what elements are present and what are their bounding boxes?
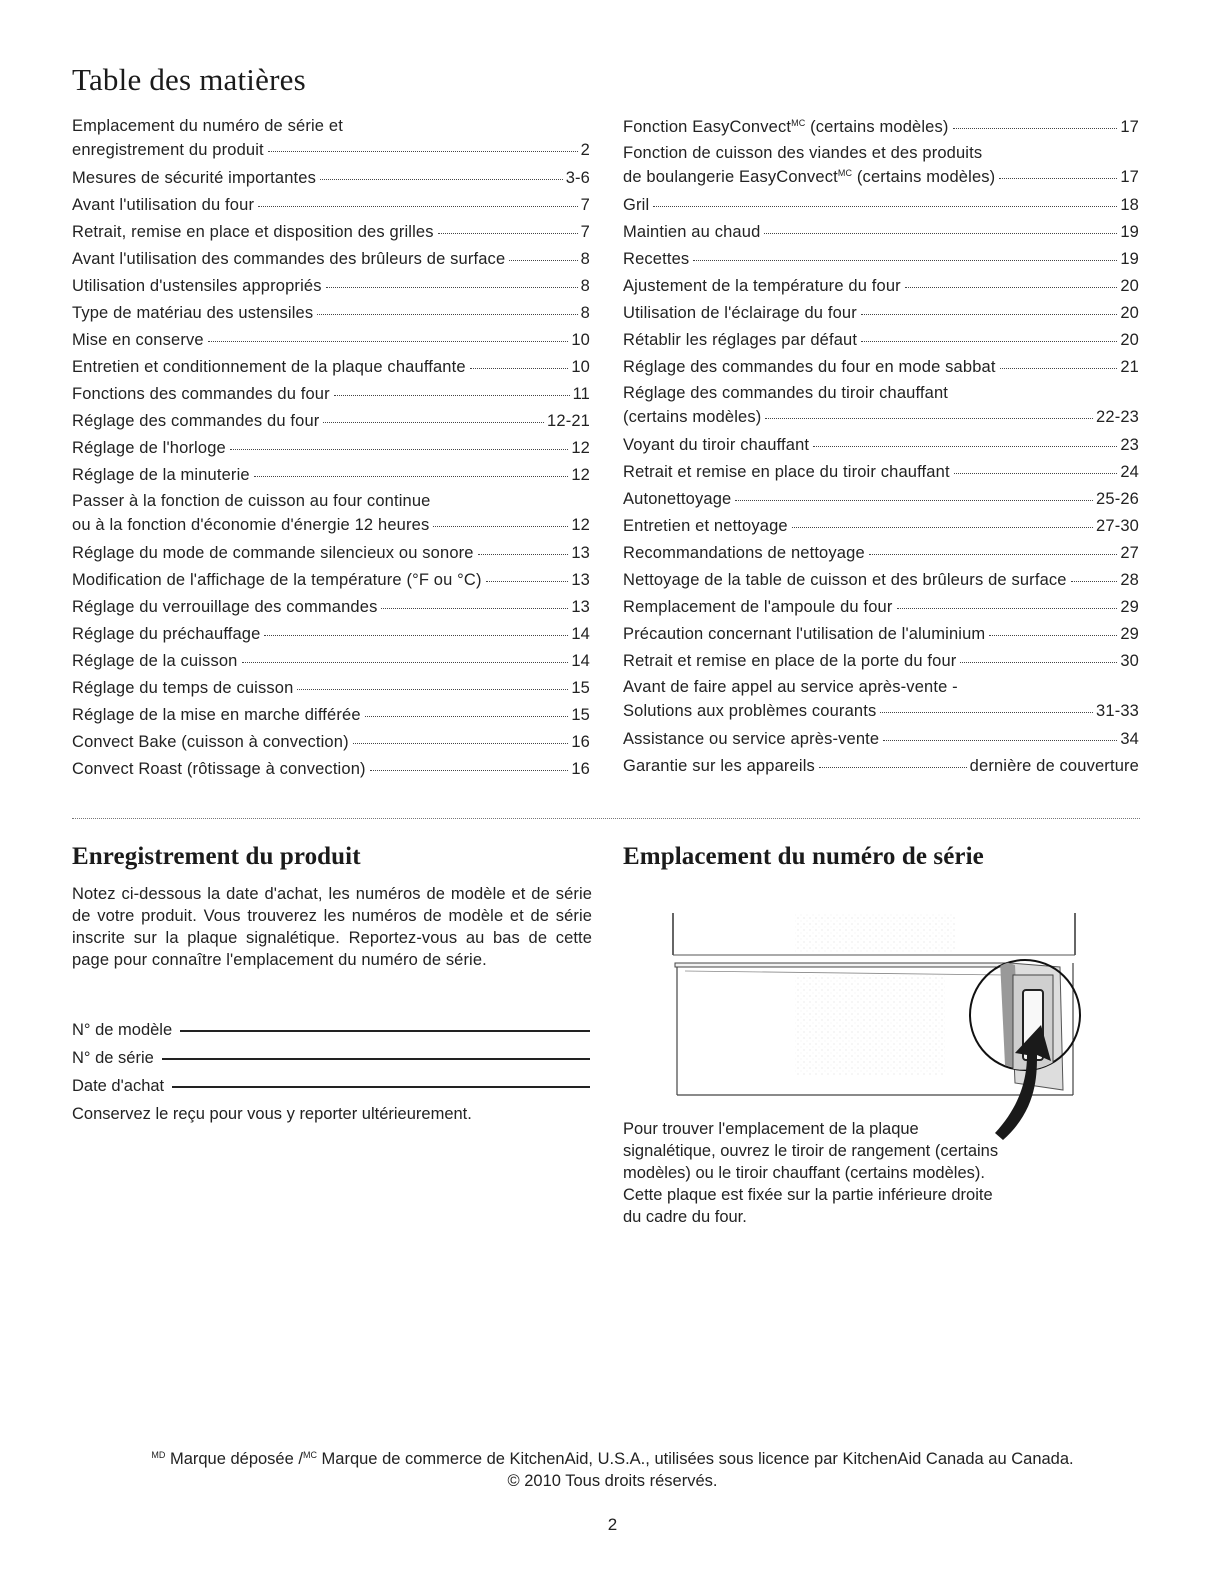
toc-entry-line <box>72 192 590 219</box>
toc-leader-dots <box>880 712 1093 713</box>
toc-leader-dots <box>653 206 1117 207</box>
toc-entry-line <box>623 246 1139 273</box>
toc-entry-text: Voyant du tiroir chauffant <box>623 436 810 454</box>
toc-entry-text: Gril <box>623 196 650 214</box>
toc-entry-text: Réglage de l'horloge <box>72 439 226 457</box>
toc-entry-page: 13 <box>571 544 590 562</box>
toc-entry-sup: MC <box>791 118 806 128</box>
toc-leader-dots <box>470 368 569 369</box>
toc-leader-dots <box>792 527 1093 528</box>
toc-entry-text: Assistance ou service après-vente <box>623 730 880 748</box>
toc-entry-page: 13 <box>571 598 590 616</box>
toc-entry-text: Fonctions des commandes du four <box>72 385 330 403</box>
toc-entry <box>623 567 1139 594</box>
toc-leader-dots <box>323 422 544 423</box>
toc-entry <box>623 141 1139 189</box>
toc-entry-text: Réglage de la cuisson <box>72 652 238 670</box>
toc-leader-dots <box>509 260 577 261</box>
toc-entry-text: (certains modèles) <box>623 408 762 426</box>
toc-entry <box>72 702 590 729</box>
toc-leader-dots <box>242 662 569 663</box>
toc-entry-page: 12 <box>571 439 590 457</box>
trademark-text-b: Marque de commerce de KitchenAid, U.S.A., utilisées sous licence par KitchenAid Canada au Canada. <box>316 1450 1074 1468</box>
toc-entry <box>623 432 1139 459</box>
toc-entry <box>623 486 1139 513</box>
toc-leader-dots <box>813 446 1117 447</box>
toc-leader-dots <box>264 635 568 636</box>
toc-leader-dots <box>905 287 1118 288</box>
toc-entry-text: Précaution concernant l'utilisation de l'aluminium <box>623 625 986 643</box>
toc-entry-line <box>623 594 1139 621</box>
toc-leader-dots <box>381 608 568 609</box>
toc-leader-dots <box>693 260 1117 261</box>
toc-entry-text: Réglage du verrouillage des commandes <box>72 598 378 616</box>
toc-title: Table des matières <box>72 62 306 97</box>
toc-entry-page: 24 <box>1120 463 1139 481</box>
toc-entry <box>623 594 1139 621</box>
toc-entry-page: 2 <box>580 141 590 159</box>
toc-entry <box>72 621 590 648</box>
toc-entry-page: 20 <box>1120 277 1139 295</box>
toc-entry <box>623 354 1139 381</box>
toc-entry-text: Avant l'utilisation des commandes des brûleurs de surface <box>72 250 506 268</box>
trademark-note <box>0 1448 1225 1492</box>
model-number-line <box>180 1030 590 1032</box>
toc-entry <box>623 459 1139 486</box>
toc-entry-line <box>623 192 1139 219</box>
toc-entry-line1: Passer à la fonction de cuisson au four continue <box>72 492 431 510</box>
toc-entry <box>72 273 590 300</box>
toc-entry-page: 15 <box>571 679 590 697</box>
toc-entry-line <box>72 138 590 162</box>
toc-entry <box>72 408 590 435</box>
toc-entry-page: 7 <box>580 223 590 241</box>
serial-number-label: N° de série <box>72 1049 154 1067</box>
toc-entry-page: 29 <box>1120 598 1139 616</box>
toc-entry-line1: Réglage des commandes du tiroir chauffant <box>623 384 949 402</box>
toc-entry-page: 10 <box>571 358 590 376</box>
toc-entry <box>623 675 1139 723</box>
toc-entry-text: Réglage de la mise en marche différée <box>72 706 361 724</box>
toc-entry <box>72 540 590 567</box>
toc-entry-line <box>72 513 590 537</box>
toc-entry-page: 8 <box>580 304 590 322</box>
toc-leader-dots <box>861 314 1117 315</box>
toc-entry-text: Retrait et remise en place de la porte du four <box>623 652 957 670</box>
toc-entry-text <box>623 165 995 189</box>
toc-entry-text: Utilisation de l'éclairage du four <box>623 304 857 322</box>
toc-entry-line <box>72 354 590 381</box>
toc-entry-page: 20 <box>1120 304 1139 322</box>
toc-entry <box>72 756 590 783</box>
toc-entry-line <box>623 648 1139 675</box>
toc-entry-line <box>72 675 590 702</box>
toc-entry-text-a: Fonction EasyConvect <box>623 118 792 136</box>
toc-entry <box>72 354 590 381</box>
serial-location-title: Emplacement du numéro de série <box>623 843 984 870</box>
toc-entry-page: 34 <box>1120 730 1139 748</box>
toc-entry-line <box>623 219 1139 246</box>
toc-leader-dots <box>486 581 569 582</box>
toc-entry <box>623 327 1139 354</box>
toc-right-column <box>623 114 1139 780</box>
toc-entry-text-a: de boulangerie EasyConvect <box>623 168 838 186</box>
toc-entry-line <box>623 699 1139 723</box>
section-divider <box>72 818 1140 819</box>
toc-leader-dots <box>960 662 1117 663</box>
toc-leader-dots <box>353 743 569 744</box>
toc-entry-text: Avant l'utilisation du four <box>72 196 255 214</box>
toc-leader-dots <box>433 526 568 527</box>
toc-entry-text: Nettoyage de la table de cuisson et des brûleurs de surface <box>623 571 1067 589</box>
toc-entry-line <box>72 327 590 354</box>
registration-body: Notez ci-dessous la date d'achat, les numéros de modèle et de série de votre produit. Vous trouverez les numéros de modèle et de série inscrite sur la plaque signalétique. Reportez-vous au bas de cette page pour connaître l'emplacement du numéro de série. <box>72 885 592 969</box>
toc-leader-dots <box>297 689 568 690</box>
toc-entry-text: Mise en conserve <box>72 331 204 349</box>
toc-entry <box>72 567 590 594</box>
toc-entry-page: 17 <box>1120 168 1139 186</box>
toc-entry-page: 19 <box>1120 250 1139 268</box>
toc-entry-line <box>623 300 1139 327</box>
toc-entry-page: 19 <box>1120 223 1139 241</box>
toc-leader-dots <box>954 473 1118 474</box>
toc-leader-dots <box>320 179 563 180</box>
toc-entry-text: Autonettoyage <box>623 490 732 508</box>
toc-entry-page: 21 <box>1120 358 1139 376</box>
serial-number-field <box>72 1049 590 1068</box>
toc-entry-line <box>623 753 1139 780</box>
toc-entry-page: 22-23 <box>1096 408 1139 426</box>
toc-entry <box>623 621 1139 648</box>
toc-entry-line <box>72 702 590 729</box>
toc-leader-dots <box>869 554 1118 555</box>
toc-entry-page: 10 <box>571 331 590 349</box>
toc-leader-dots <box>953 128 1118 129</box>
toc-entry-line <box>72 648 590 675</box>
toc-entry-text: Modification de l'affichage de la température (°F ou °C) <box>72 571 482 589</box>
toc-entry-text-b: (certains modèles) <box>852 168 996 186</box>
toc-entry <box>623 114 1139 141</box>
toc-entry-text: Mesures de sécurité importantes <box>72 169 317 187</box>
toc-entry-text: Garantie sur les appareils <box>623 757 815 775</box>
toc-entry-page: 30 <box>1120 652 1139 670</box>
toc-entry-page: 16 <box>571 760 590 778</box>
toc-entry-page: 12 <box>571 466 590 484</box>
toc-entry <box>72 435 590 462</box>
toc-entry-text: Réglage des commandes du four <box>72 412 320 430</box>
toc-entry-text: Recettes <box>623 250 690 268</box>
toc-entry-page: 13 <box>571 571 590 589</box>
toc-entry-line <box>623 405 1139 429</box>
toc-entry-page: 31-33 <box>1096 702 1139 720</box>
registration-title: Enregistrement du produit <box>72 843 361 870</box>
serial-number-line <box>162 1058 590 1060</box>
toc-left-column <box>72 114 590 783</box>
toc-leader-dots <box>735 500 1093 501</box>
md-mark: MD <box>151 1450 166 1460</box>
toc-entry-line <box>623 621 1139 648</box>
toc-entry-page: 17 <box>1120 118 1139 136</box>
toc-entry-line <box>623 459 1139 486</box>
toc-entry-text: Convect Bake (cuisson à convection) <box>72 733 349 751</box>
toc-leader-dots <box>999 178 1117 179</box>
toc-entry-text: Réglage du préchauffage <box>72 625 261 643</box>
toc-entry-line1: Emplacement du numéro de série et <box>72 117 343 135</box>
toc-entry-line <box>72 381 590 408</box>
toc-entry-line <box>72 408 590 435</box>
toc-entry-line <box>72 165 590 192</box>
toc-entry-line <box>623 513 1139 540</box>
toc-leader-dots <box>764 233 1117 234</box>
toc-entry-page: 25-26 <box>1096 490 1139 508</box>
toc-entry-line <box>72 567 590 594</box>
toc-entry <box>623 273 1139 300</box>
toc-entry-text: Type de matériau des ustensiles <box>72 304 314 322</box>
toc-entry-line <box>72 594 590 621</box>
toc-entry-line <box>623 432 1139 459</box>
toc-entry-text: Entretien et conditionnement de la plaque chauffante <box>72 358 466 376</box>
toc-entry <box>623 192 1139 219</box>
toc-entry <box>623 753 1139 780</box>
toc-entry-text-b: (certains modèles) <box>805 118 949 136</box>
toc-entry-page: 8 <box>580 250 590 268</box>
serial-location-body: Pour trouver l'emplacement de la plaque signalétique, ouvrez le tiroir de rangement (certains modèles) ou le tiroir chauffant (certains modèles). Cette plaque est fixée sur la partie inférieure droite du cadre du four. <box>623 1120 999 1226</box>
toc-entry <box>623 513 1139 540</box>
toc-leader-dots <box>1000 368 1118 369</box>
toc-entry-page: 23 <box>1120 436 1139 454</box>
toc-entry-line <box>72 435 590 462</box>
toc-entry-page: 27-30 <box>1096 517 1139 535</box>
toc-entry-line <box>623 273 1139 300</box>
toc-entry-page: dernière de couverture <box>969 757 1139 775</box>
toc-entry <box>72 192 590 219</box>
toc-entry-text: ou à la fonction d'économie d'énergie 12 heures <box>72 516 430 534</box>
toc-entry <box>72 594 590 621</box>
toc-entry <box>72 114 590 162</box>
mc-mark: MC <box>302 1450 317 1460</box>
toc-entry-page: 12-21 <box>547 412 590 430</box>
toc-leader-dots <box>230 449 568 450</box>
toc-entry-line1: Avant de faire appel au service après-vente - <box>623 678 958 696</box>
toc-entry <box>623 246 1139 273</box>
toc-entry-text: enregistrement du produit <box>72 141 264 159</box>
toc-leader-dots <box>438 233 578 234</box>
toc-entry-page: 14 <box>571 652 590 670</box>
toc-entry-line <box>72 621 590 648</box>
toc-leader-dots <box>334 395 570 396</box>
purchase-date-field <box>72 1077 590 1096</box>
toc-entry <box>72 381 590 408</box>
toc-entry-line1: Fonction de cuisson des viandes et des produits <box>623 144 983 162</box>
toc-entry-text: Recommandations de nettoyage <box>623 544 865 562</box>
toc-entry <box>72 675 590 702</box>
toc-entry-text: Ajustement de la température du four <box>623 277 901 295</box>
toc-entry-line <box>623 165 1139 189</box>
toc-leader-dots <box>326 287 578 288</box>
toc-entry-page: 18 <box>1120 196 1139 214</box>
toc-leader-dots <box>208 341 569 342</box>
toc-leader-dots <box>861 341 1117 342</box>
toc-leader-dots <box>765 418 1093 419</box>
toc-entry-page: 8 <box>580 277 590 295</box>
toc-entry-page: 29 <box>1120 625 1139 643</box>
toc-entry-text: Utilisation d'ustensiles appropriés <box>72 277 322 295</box>
toc-leader-dots <box>478 554 569 555</box>
toc-entry <box>72 327 590 354</box>
toc-entry-page: 3-6 <box>565 169 590 187</box>
toc-leader-dots <box>370 770 569 771</box>
toc-entry-text: Rétablir les réglages par défaut <box>623 331 858 349</box>
toc-entry-page: 28 <box>1120 571 1139 589</box>
toc-entry <box>72 219 590 246</box>
toc-leader-dots <box>365 716 569 717</box>
toc-entry-line <box>72 246 590 273</box>
purchase-date-label: Date d'achat <box>72 1077 165 1095</box>
toc-leader-dots <box>819 767 967 768</box>
toc-leader-dots <box>254 476 569 477</box>
toc-entry-line <box>72 729 590 756</box>
toc-entry-page: 12 <box>571 516 590 534</box>
toc-entry-line <box>623 486 1139 513</box>
toc-entry-line <box>72 219 590 246</box>
toc-leader-dots <box>1071 581 1118 582</box>
toc-entry-line <box>72 540 590 567</box>
toc-entry-page: 20 <box>1120 331 1139 349</box>
toc-entry <box>72 489 590 537</box>
toc-entry-page: 7 <box>580 196 590 214</box>
oven-drawer-illustration <box>665 905 1125 1140</box>
toc-entry-line <box>623 567 1139 594</box>
model-number-field <box>72 1021 590 1040</box>
toc-entry <box>623 219 1139 246</box>
toc-entry-text: Maintien au chaud <box>623 223 761 241</box>
toc-entry-text: Réglage du mode de commande silencieux ou sonore <box>72 544 474 562</box>
toc-entry-text: Réglage du temps de cuisson <box>72 679 294 697</box>
toc-entry-text: Solutions aux problèmes courants <box>623 702 877 720</box>
toc-entry-text: Retrait, remise en place et disposition des grilles <box>72 223 434 241</box>
toc-entry-text: Remplacement de l'ampoule du four <box>623 598 893 616</box>
keep-receipt-note: Conservez le reçu pour vous y reporter ultérieurement. <box>72 1105 472 1123</box>
toc-entry-page: 14 <box>571 625 590 643</box>
model-number-label: N° de modèle <box>72 1021 173 1039</box>
toc-entry <box>72 246 590 273</box>
toc-entry-line <box>623 327 1139 354</box>
toc-entry-sup: MC <box>837 168 853 178</box>
toc-entry <box>623 381 1139 429</box>
toc-entry <box>72 165 590 192</box>
toc-entry <box>72 462 590 489</box>
toc-leader-dots <box>268 151 578 152</box>
toc-entry-line <box>72 462 590 489</box>
purchase-date-line <box>172 1086 590 1088</box>
trademark-text-a: Marque déposée / <box>165 1450 303 1468</box>
toc-entry-page: 16 <box>571 733 590 751</box>
toc-entry <box>623 726 1139 753</box>
toc-entry-line <box>72 300 590 327</box>
toc-entry <box>623 648 1139 675</box>
toc-entry-page: 27 <box>1120 544 1139 562</box>
toc-entry-text: Entretien et nettoyage <box>623 517 788 535</box>
toc-entry <box>72 729 590 756</box>
toc-entry-page: 11 <box>572 385 590 403</box>
toc-entry-line <box>623 354 1139 381</box>
toc-entry <box>72 300 590 327</box>
toc-entry-page: 15 <box>571 706 590 724</box>
toc-entry-text: Réglage des commandes du four en mode sabbat <box>623 358 996 376</box>
toc-entry <box>72 648 590 675</box>
toc-entry-line <box>623 114 1139 141</box>
toc-entry-text <box>623 114 949 141</box>
toc-entry-text: Réglage de la minuterie <box>72 466 250 484</box>
toc-entry-line <box>72 756 590 783</box>
toc-entry-line <box>623 726 1139 753</box>
toc-entry-text: Retrait et remise en place du tiroir chauffant <box>623 463 950 481</box>
toc-entry-text: Convect Roast (rôtissage à convection) <box>72 760 366 778</box>
toc-leader-dots <box>258 206 578 207</box>
toc-leader-dots <box>317 314 577 315</box>
toc-leader-dots <box>883 740 1117 741</box>
copyright: © 2010 Tous droits réservés. <box>507 1472 718 1490</box>
toc-entry-line <box>72 273 590 300</box>
toc-entry-line <box>623 540 1139 567</box>
toc-leader-dots <box>989 635 1117 636</box>
toc-leader-dots <box>897 608 1118 609</box>
toc-entry <box>623 540 1139 567</box>
page-number: 2 <box>607 1515 618 1534</box>
toc-entry <box>623 300 1139 327</box>
